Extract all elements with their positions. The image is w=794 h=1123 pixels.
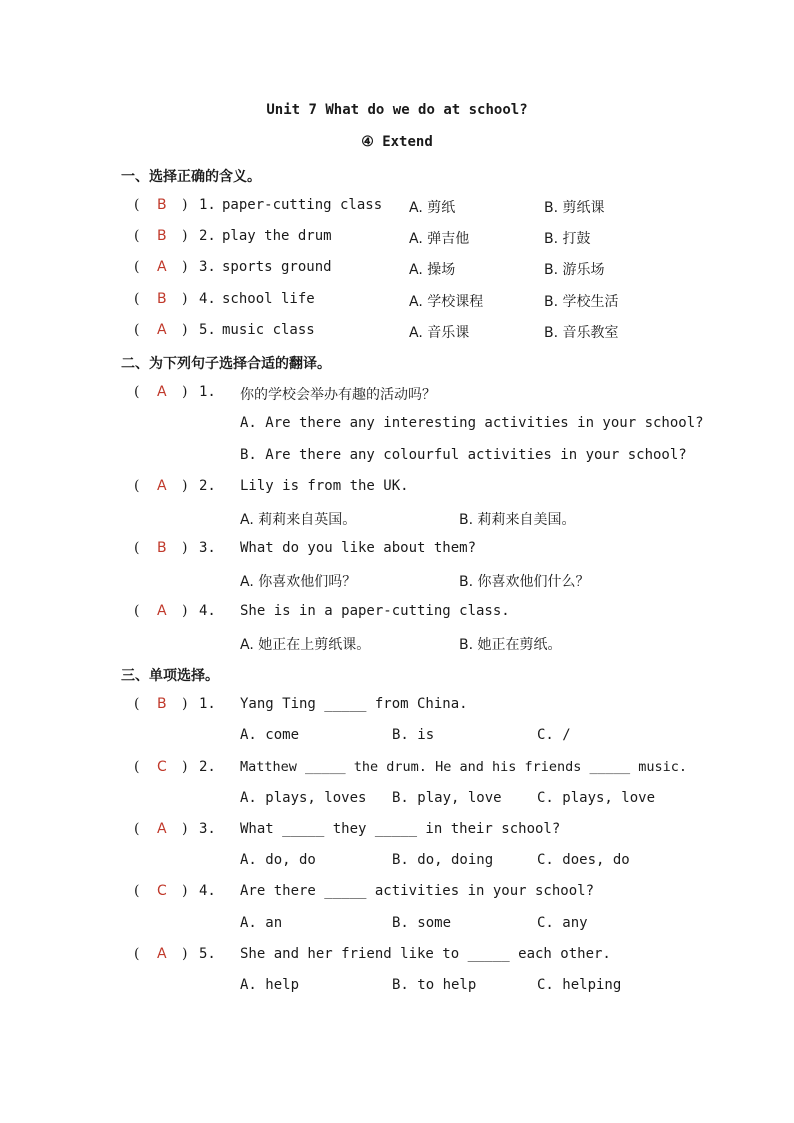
option-a: A. help bbox=[240, 977, 300, 993]
answer-mark: A bbox=[157, 821, 167, 837]
item-phrase: sports ground bbox=[222, 259, 332, 275]
option-a: A. come bbox=[240, 727, 300, 743]
option-b: B. to help bbox=[392, 977, 477, 993]
item-number: 2. bbox=[199, 478, 216, 494]
item-number: 5. bbox=[199, 322, 216, 338]
part3-item-3: ( A ) 3. What _____ they _____ in their school? bbox=[134, 821, 561, 837]
option-b: B. 游乐场 bbox=[544, 262, 605, 278]
answer-mark: A bbox=[157, 946, 167, 962]
item-question: Lily is from the UK. bbox=[240, 478, 409, 494]
option-b: B. do, doing bbox=[392, 852, 494, 868]
item-question: 你的学校会举办有趣的活动吗？ bbox=[240, 387, 436, 403]
part2-item-1-option-b bbox=[0, 447, 794, 469]
answer-mark: A bbox=[157, 322, 167, 338]
worksheet-title: Unit 7 What do we do at school? bbox=[266, 102, 528, 118]
item-number: 4. bbox=[199, 291, 216, 307]
item-question: She and her friend like to _____ each other. bbox=[240, 946, 611, 962]
part3-item-5-options bbox=[0, 977, 794, 999]
part2-item-4: ( A ) 4. She is in a paper-cutting class. bbox=[134, 603, 510, 619]
item-number: 5. bbox=[199, 946, 216, 962]
option-b: B. 剪纸课 bbox=[544, 200, 605, 216]
option-a: A. 剪纸 bbox=[409, 200, 456, 216]
item-question: What _____ they _____ in their school? bbox=[240, 821, 561, 837]
item-number: 2. bbox=[199, 228, 216, 244]
part1-item-3: ( A ) 3. sports ground A. 操场 B. 游乐场 bbox=[134, 259, 605, 278]
answer-mark: C bbox=[157, 883, 167, 899]
option-a: A. do, do bbox=[240, 852, 316, 868]
option-c: C. plays, love bbox=[537, 790, 656, 806]
part1-item-4: ( B ) 4. school life A. 学校课程 B. 学校生活 bbox=[134, 291, 619, 310]
answer-mark: B bbox=[157, 197, 167, 213]
part3-item-2: ( C ) 2. Matthew _____ the drum. He and his friends _____ music. bbox=[134, 759, 688, 775]
answer-mark: B bbox=[157, 540, 167, 556]
part3-item-1: ( B ) 1. Yang Ting _____ from China. bbox=[134, 696, 468, 712]
option-c: C. any bbox=[537, 915, 588, 931]
part3-item-4: ( C ) 4. Are there _____ activities in your school? bbox=[134, 883, 595, 899]
option-a: A. an bbox=[240, 915, 283, 931]
item-number: 4. bbox=[199, 883, 216, 899]
option-a: A. 操场 bbox=[409, 262, 456, 278]
option-b: B. some bbox=[392, 915, 452, 931]
section-heading-1: 一、选择正确的含义。 bbox=[121, 169, 261, 185]
item-phrase: paper-cutting class bbox=[222, 197, 383, 213]
section-heading-2: 二、为下列句子选择合适的翻译。 bbox=[121, 356, 331, 372]
part3-item-5: ( A ) 5. She and her friend like to _____ each other. bbox=[134, 946, 611, 962]
item-number: 2. bbox=[199, 759, 216, 775]
part2-item-3: ( B ) 3. What do you like about them? bbox=[134, 540, 477, 556]
option-b: B. Are there any colourful activities in your school? bbox=[240, 447, 687, 463]
item-question: What do you like about them? bbox=[240, 540, 477, 556]
part3-item-2-options bbox=[0, 790, 794, 812]
option-b: B. is bbox=[392, 727, 435, 743]
item-question: Are there _____ activities in your school? bbox=[240, 883, 595, 899]
section-heading-3: 三、单项选择。 bbox=[121, 668, 219, 684]
part2-item-1-option-a bbox=[0, 415, 794, 437]
item-question: Yang Ting _____ from China. bbox=[240, 696, 468, 712]
item-question: Matthew _____ the drum. He and his friends _____ music. bbox=[240, 759, 688, 775]
option-a: A. 弹吉他 bbox=[409, 231, 470, 247]
option-b: B. 她正在剪纸。 bbox=[459, 637, 562, 653]
answer-mark: B bbox=[157, 291, 167, 307]
option-b: B. play, love bbox=[392, 790, 502, 806]
option-a: A. 她正在上剪纸课。 bbox=[240, 637, 371, 653]
item-phrase: music class bbox=[222, 322, 315, 338]
option-c: C. / bbox=[537, 727, 571, 743]
item-number: 1. bbox=[199, 197, 216, 213]
part2-item-3-options bbox=[0, 571, 794, 593]
part2-item-1: ( A ) 1. 你的学校会举办有趣的活动吗？ bbox=[134, 384, 436, 403]
item-number: 3. bbox=[199, 259, 216, 275]
part1-item-1: ( B ) 1. paper-cutting class A. 剪纸 B. 剪纸课 bbox=[134, 197, 605, 216]
item-phrase: school life bbox=[222, 291, 315, 307]
option-a: A. 音乐课 bbox=[409, 325, 470, 341]
part1-item-2: ( B ) 2. play the drum A. 弹吉他 B. 打鼓 bbox=[134, 228, 591, 247]
worksheet-subtitle: ④ Extend bbox=[361, 134, 433, 150]
option-b: B. 打鼓 bbox=[544, 231, 591, 247]
item-question: She is in a paper-cutting class. bbox=[240, 603, 510, 619]
answer-mark: A bbox=[157, 603, 167, 619]
option-a: A. Are there any interesting activities in your school? bbox=[240, 415, 704, 431]
item-number: 3. bbox=[199, 821, 216, 837]
answer-mark: A bbox=[157, 384, 167, 400]
option-a: A. 你喜欢他们吗？ bbox=[240, 574, 357, 590]
option-b: B. 莉莉来自美国。 bbox=[459, 512, 576, 528]
option-b: B. 学校生活 bbox=[544, 294, 619, 310]
answer-mark: A bbox=[157, 259, 167, 275]
option-a: A. 学校课程 bbox=[409, 294, 484, 310]
answer-mark: A bbox=[157, 478, 167, 494]
option-c: C. does, do bbox=[537, 852, 630, 868]
part1-item-5: ( A ) 5. music class A. 音乐课 B. 音乐教室 bbox=[134, 322, 619, 341]
item-phrase: play the drum bbox=[222, 228, 332, 244]
part2-item-4-options bbox=[0, 634, 794, 656]
option-a: A. 莉莉来自英国。 bbox=[240, 512, 357, 528]
item-number: 1. bbox=[199, 384, 216, 400]
answer-mark: B bbox=[157, 696, 167, 712]
option-a: A. plays, loves bbox=[240, 790, 367, 806]
item-number: 3. bbox=[199, 540, 216, 556]
part3-item-4-options bbox=[0, 915, 794, 937]
part3-item-3-options bbox=[0, 852, 794, 874]
answer-mark: B bbox=[157, 228, 167, 244]
part2-item-2-options bbox=[0, 509, 794, 531]
option-c: C. helping bbox=[537, 977, 622, 993]
part3-item-1-options bbox=[0, 727, 794, 749]
part2-item-2: ( A ) 2. Lily is from the UK. bbox=[134, 478, 409, 494]
answer-mark: C bbox=[157, 759, 167, 775]
item-number: 4. bbox=[199, 603, 216, 619]
option-b: B. 你喜欢他们什么？ bbox=[459, 574, 590, 590]
item-number: 1. bbox=[199, 696, 216, 712]
option-b: B. 音乐教室 bbox=[544, 325, 619, 341]
